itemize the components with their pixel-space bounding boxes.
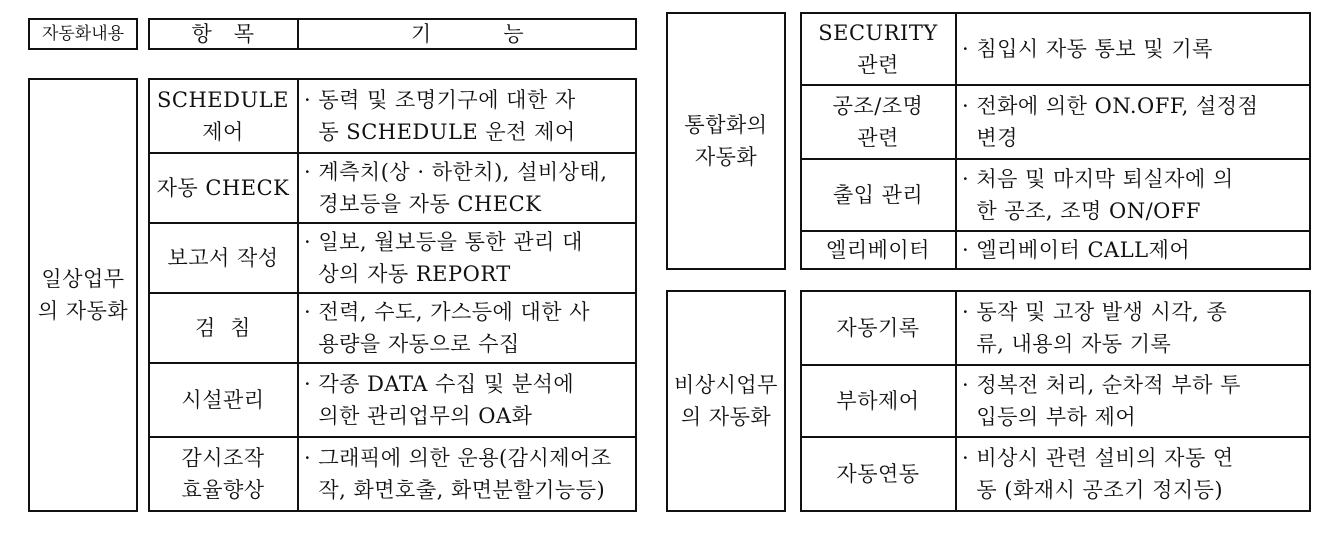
- table-row-item: [800, 86, 956, 158]
- integration-function-text: · 엘리베이터 CALL제어: [962, 238, 1191, 262]
- integration-item-label: 엘리베이터: [826, 238, 930, 262]
- table-row-item: [148, 438, 298, 510]
- table-row-item: [800, 14, 956, 84]
- table-row-function: [298, 154, 637, 222]
- table-row-item: [800, 160, 956, 230]
- table-row-item: [148, 294, 298, 362]
- integration-function-text: · 처음 및 마지막 퇴실자에 의 한 공조, 조명 ON/OFF: [962, 167, 1234, 223]
- table-row-function: [956, 160, 1311, 230]
- daily-function-text: · 일보, 월보등을 통한 관리 대 상의 자동 REPORT: [304, 230, 583, 286]
- integration-item-label: SECURITY 관련: [818, 21, 938, 77]
- table-row-function: [956, 438, 1311, 510]
- emergency-function-text: · 정복전 처리, 순차적 부하 투 입등의 부하 제어: [962, 373, 1241, 429]
- header-item-cell: [148, 18, 298, 50]
- daily-item-label: 검 침: [195, 316, 251, 340]
- integration-category-cell: [666, 12, 786, 270]
- daily-category-label: 일상업무 의 자동화: [37, 267, 129, 323]
- header-function-cell: [298, 18, 637, 50]
- table-row-function: [956, 86, 1311, 158]
- table-row-item: [800, 366, 956, 436]
- integration-category-label: 통합화의 자동화: [684, 113, 768, 169]
- table-row-function: [298, 364, 637, 436]
- header-item-label: 항 목: [191, 22, 255, 46]
- daily-function-text: · 각종 DATA 수집 및 분석에 의한 관리업무의 OA화: [304, 372, 575, 428]
- integration-item-label: 공조/조명 관련: [832, 94, 924, 150]
- table-row-item: [148, 80, 298, 152]
- integration-function-text: · 전화에 의한 ON.OFF, 설정점 변경: [962, 94, 1259, 150]
- daily-item-label: 감시조작 효율향상: [181, 446, 265, 502]
- daily-category-cell: [28, 78, 138, 512]
- emergency-item-label: 자동연동: [836, 462, 920, 486]
- table-row-item: [148, 224, 298, 292]
- table-row-function: [298, 224, 637, 292]
- table-row-item: [148, 364, 298, 436]
- daily-item-label: 보고서 작성: [167, 246, 279, 270]
- table-row-function: [956, 292, 1311, 364]
- table-row-item: [800, 292, 956, 364]
- emergency-category-cell: [666, 290, 786, 512]
- table-row-item: [800, 232, 956, 268]
- table-row-function: [956, 366, 1311, 436]
- integration-function-text: · 침입시 자동 통보 및 기록: [962, 37, 1213, 61]
- integration-item-label: 출입 관리: [832, 183, 924, 207]
- table-row-item: [800, 438, 956, 510]
- header-function-label: 기 능: [410, 22, 525, 46]
- daily-item-label: SCHEDULE 제어: [157, 88, 289, 144]
- daily-function-text: · 전력, 수도, 가스등에 대한 사 용량을 자동으로 수집: [304, 300, 591, 356]
- daily-function-text: · 계측치(상 · 하한치), 설비상태, 경보등을 자동 CHECK: [304, 160, 608, 216]
- daily-function-text: · 그래픽에 의한 운용(감시제어조 작, 화면호출, 화면분할기능등): [304, 446, 612, 502]
- header-category-cell: [28, 18, 138, 50]
- emergency-item-label: 부하제어: [836, 389, 920, 413]
- table-row-item: [148, 154, 298, 222]
- table-row-function: [956, 232, 1311, 268]
- table-row-function: [298, 438, 637, 510]
- emergency-category-label: 비상시업무 의 자동화: [674, 373, 778, 429]
- emergency-function-text: · 비상시 관련 설비의 자동 연 동 (화재시 공조기 정지등): [962, 446, 1234, 502]
- header-category-label: 자동화내용: [41, 24, 125, 44]
- emergency-item-label: 자동기록: [836, 316, 920, 340]
- table-row-function: [298, 294, 637, 362]
- emergency-function-text: · 동작 및 고장 발생 시각, 종 류, 내용의 자동 기록: [962, 300, 1228, 356]
- daily-item-label: 시설관리: [181, 388, 265, 412]
- daily-function-text: · 동력 및 조명기구에 대한 자 동 SCHEDULE 운전 제어: [304, 88, 576, 144]
- daily-item-label: 자동 CHECK: [156, 176, 290, 200]
- table-row-function: [956, 14, 1311, 84]
- table-row-function: [298, 80, 637, 152]
